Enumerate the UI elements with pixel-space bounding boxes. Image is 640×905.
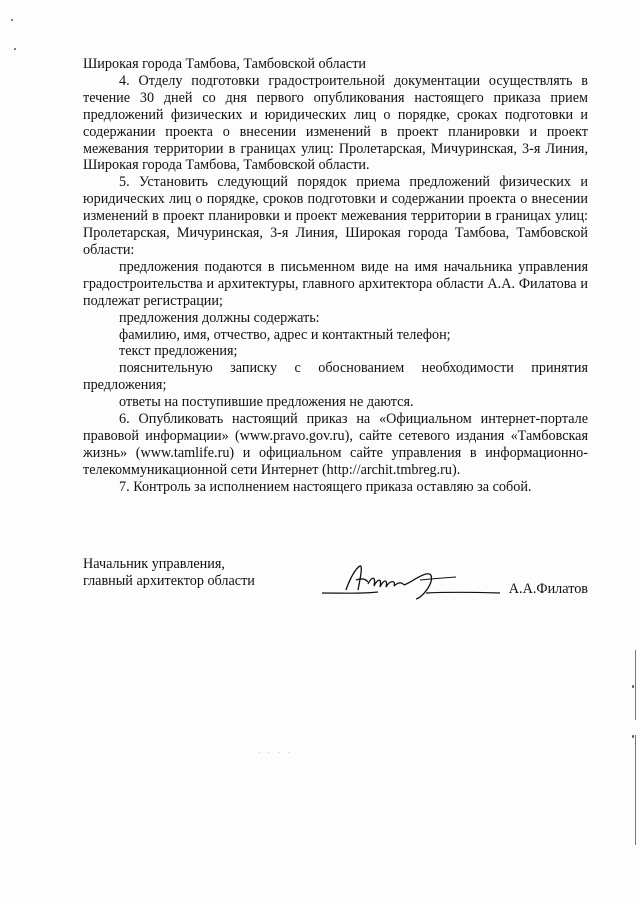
paragraph-item-5: 5. Установить следующий порядок приема предложений физических и юридических лиц о порядке, сроков подготовки и содержании проекта о внесении изменений в проект планировки и проект межевания территории в границах улиц: Пролетарская, Мичуринская, 3-я Линия, Широкая города Тамбова, Тамбовской области: bbox=[83, 174, 588, 258]
signatory-position-line-2: главный архитектор области bbox=[83, 573, 255, 589]
paragraph-item-6: 6. Опубликовать настоящий приказ на «Официальном интернет-портале правовой информации» (www.pravo.gov.ru), сайте сетевого издания «Тамбовская жизнь» (www.tamlife.ru) и официальном сайте управления в информационно-телекоммуникационной сети Интернет (http://archit.tmbreg.ru). bbox=[83, 411, 588, 478]
signatory-position bbox=[83, 556, 323, 590]
signature-block bbox=[83, 556, 588, 616]
paragraph-explanatory-note: пояснительную записку с обоснованием необходимости принятия предложения; bbox=[83, 360, 588, 394]
scan-dots: . . . . bbox=[258, 746, 293, 755]
signatory-position-line-1: Начальник управления, bbox=[83, 556, 225, 572]
scan-speck bbox=[11, 19, 13, 21]
paragraph-no-replies: ответы на поступившие предложения не даются. bbox=[119, 394, 414, 411]
handwritten-signature bbox=[316, 560, 502, 600]
paragraph-item-4: 4. Отделу подготовки градостроительной документации осуществлять в течение 30 дней со дня первого опубликования настоящего приказа прием предложений физических и юридических лиц о порядке, сроках подготовки и содержании проекта о внесении изменений в проект планировки и проект межевания территории в границах улиц: Пролетарская, Мичуринская, 3-я Линия, Широкая города Тамбова, Тамбовской области. bbox=[83, 72, 588, 174]
scan-speck bbox=[632, 735, 634, 738]
paragraph-contact-info: фамилию, имя, отчество, адрес и контактный телефон; bbox=[119, 326, 451, 343]
scan-speck bbox=[632, 685, 634, 688]
scan-speck bbox=[14, 48, 16, 50]
paragraph-proposal-text: текст предложения; bbox=[119, 343, 238, 360]
scan-edge-line bbox=[635, 650, 636, 720]
paragraph-proposals-submitted: предложения подаются в письменном виде на имя начальника управления градостроительства и архитектуры, главного архитектора области А.А. Филатова и подлежат регистрации; bbox=[83, 258, 588, 309]
paragraph-item-7: 7. Контроль за исполнением настоящего приказа оставляю за собой. bbox=[119, 478, 532, 495]
signatory-name: А.А.Филатов bbox=[508, 581, 588, 597]
paragraph-proposals-content: предложения должны содержать: bbox=[119, 309, 320, 326]
scan-edge-line bbox=[635, 735, 636, 845]
paragraph-continuation: Широкая города Тамбова, Тамбовской области bbox=[83, 56, 366, 72]
document-body bbox=[83, 56, 588, 496]
